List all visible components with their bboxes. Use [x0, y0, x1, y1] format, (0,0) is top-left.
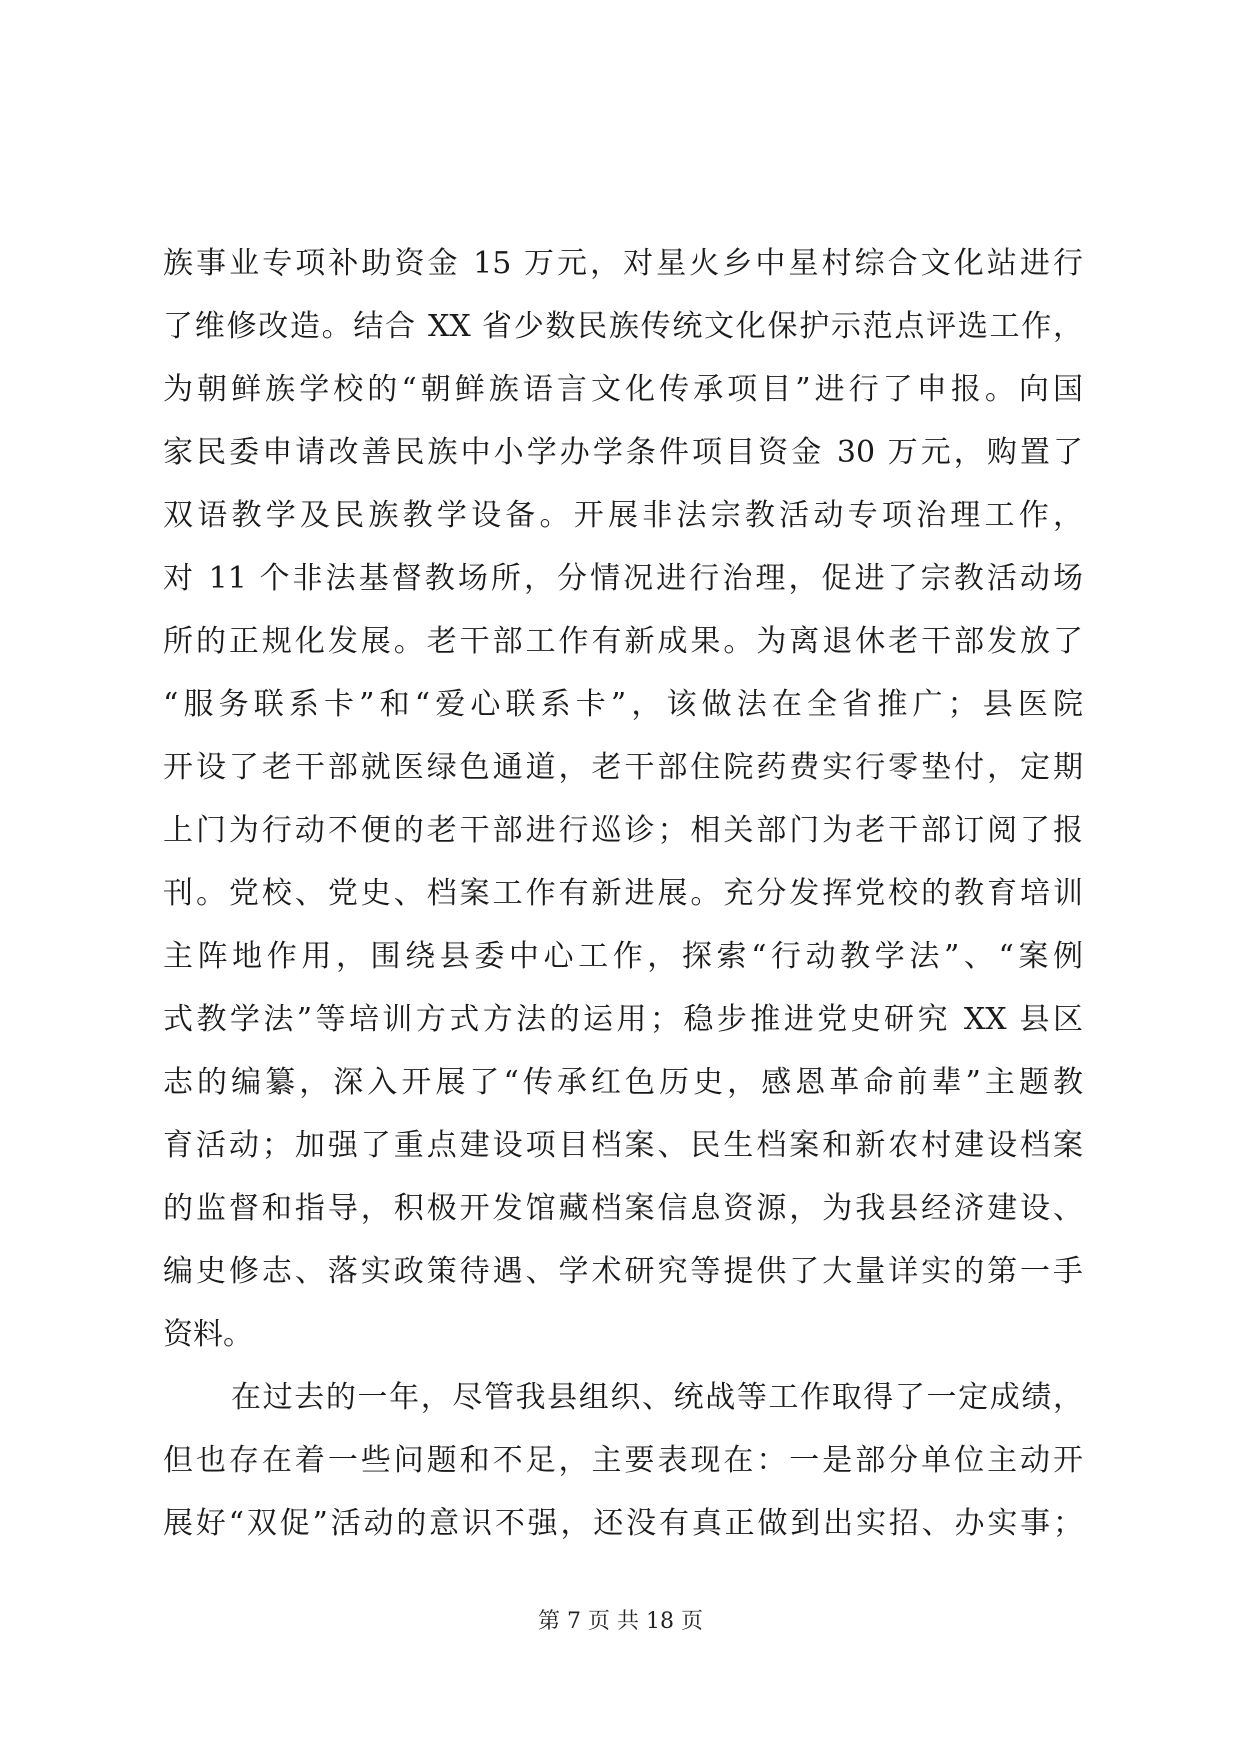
text-line: “服务联系卡”和“爱心联系卡”，该做法在全省推广；县医院 [163, 687, 1083, 722]
text-line: 主阵地作用，围绕县委中心工作，探索“行动教学法”、“案例 [163, 939, 1083, 974]
text-line: 族事业专项补助资金 15 万元，对星火乡中星村综合文化站进行 [163, 246, 1083, 281]
text-line: 在过去的一年，尽管我县组织、统战等工作取得了一定成绩， [231, 1380, 1083, 1415]
text-line: 家民委申请改善民族中小学办学条件项目资金 30 万元，购置了 [163, 435, 1083, 470]
text-line: 育活动；加强了重点建设项目档案、民生档案和新农村建设档案 [163, 1128, 1083, 1163]
text-line: 编史修志、落实政策待遇、学术研究等提供了大量详实的第一手 [163, 1254, 1083, 1289]
text-line: 所的正规化发展。老干部工作有新成果。为离退休老干部发放了 [163, 624, 1083, 659]
text-line: 式教学法”等培训方式方法的运用；稳步推进党史研究 XX 县区 [163, 1002, 1083, 1037]
document-body [163, 232, 1083, 1555]
text-line: 为朝鲜族学校的“朝鲜族语言文化传承项目”进行了申报。向国 [163, 372, 1083, 407]
text-line: 展好“双促”活动的意识不强，还没有真正做到出实招、办实事； [163, 1506, 1083, 1541]
text-line: 志的编纂，深入开展了“传承红色历史，感恩革命前辈”主题教 [163, 1065, 1083, 1100]
text-line: 刊。党校、党史、档案工作有新进展。充分发挥党校的教育培训 [163, 876, 1083, 911]
text-line: 的监督和指导，积极开发馆藏档案信息资源，为我县经济建设、 [163, 1191, 1083, 1226]
page-number-footer: 第 7 页 共 18 页 [538, 1609, 703, 1634]
text-line: 开设了老干部就医绿色通道，老干部住院药费实行零垫付，定期 [163, 750, 1083, 785]
text-line: 对 11 个非法基督教场所，分情况进行治理，促进了宗教活动场 [163, 561, 1083, 596]
text-line: 双语教学及民族教学设备。开展非法宗教活动专项治理工作， [163, 498, 1083, 533]
text-line: 上门为行动不便的老干部进行巡诊；相关部门为老干部订阅了报 [163, 813, 1083, 848]
text-line: 资料。 [163, 1317, 253, 1352]
text-line: 但也存在着一些问题和不足，主要表现在：一是部分单位主动开 [163, 1443, 1083, 1478]
text-line: 了维修改造。结合 XX 省少数民族传统文化保护示范点评选工作， [163, 309, 1083, 344]
